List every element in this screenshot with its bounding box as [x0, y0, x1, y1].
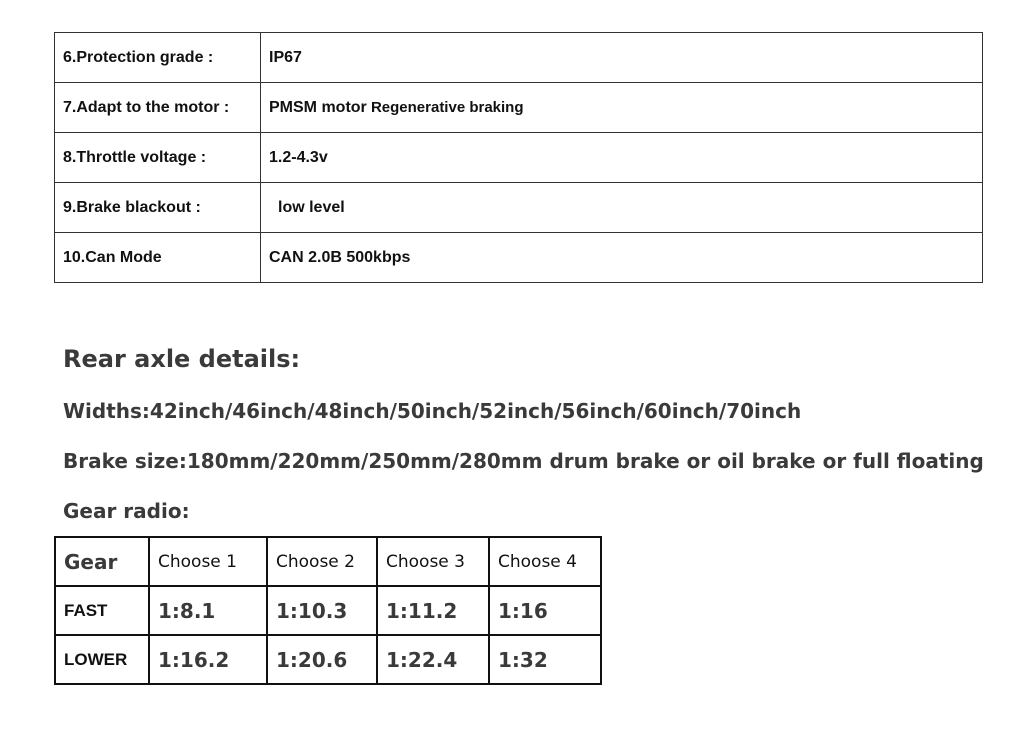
gear-row-label: FAST: [55, 586, 149, 635]
spec-label: 9.Brake blackout :: [55, 183, 261, 233]
spec-value: [261, 133, 983, 183]
spec-row-brake-blackout: [55, 183, 983, 233]
choose-header-cell: Choose 4: [489, 537, 601, 586]
spec-value-text: 1.2-4.3v: [269, 148, 328, 166]
choose-header-cell: Choose 2: [267, 537, 377, 586]
brake-size-line: Brake size:180mm/220mm/250mm/280mm drum brake or oil brake or full floating: [63, 449, 984, 473]
spec-label: 10.Can Mode: [55, 233, 261, 283]
gear-ratio-cell: 1:10.3: [267, 586, 377, 635]
gear-radio-heading: Gear radio:: [63, 499, 190, 523]
spec-row-motor: [55, 83, 983, 133]
gear-ratio-cell: 1:20.6: [267, 635, 377, 684]
spec-label: 8.Throttle voltage :: [55, 133, 261, 183]
spec-row-throttle-voltage: [55, 133, 983, 183]
gear-table-row-fast: [55, 586, 601, 635]
spec-value-text: low level: [278, 198, 345, 216]
gear-ratio-cell: 1:16.2: [149, 635, 267, 684]
spec-table: [54, 32, 983, 283]
widths-line: Widths:42inch/46inch/48inch/50inch/52inch/56inch/60inch/70inch: [63, 399, 802, 423]
gear-ratio-cell: 1:11.2: [377, 586, 489, 635]
gear-ratio-cell: 1:8.1: [149, 586, 267, 635]
spec-row-can-mode: [55, 233, 983, 283]
rear-axle-title: Rear axle details:: [63, 345, 301, 373]
spec-value: [261, 33, 983, 83]
spec-label: 7.Adapt to the motor :: [55, 83, 261, 133]
spec-value: [261, 83, 983, 133]
choose-header-cell: Choose 3: [377, 537, 489, 586]
spec-value-extra: Regenerative braking: [366, 98, 524, 116]
spec-value: [261, 233, 983, 283]
gear-ratio-cell: 1:22.4: [377, 635, 489, 684]
gear-table-row-lower: [55, 635, 601, 684]
spec-label: 6.Protection grade :: [55, 33, 261, 83]
gear-header-cell: Gear: [55, 537, 149, 586]
gear-ratio-table: [54, 536, 602, 685]
spec-row-protection-grade: [55, 33, 983, 83]
spec-value-text: PMSM motor: [269, 98, 367, 116]
gear-row-label: LOWER: [55, 635, 149, 684]
spec-value-text: IP67: [269, 48, 302, 66]
gear-ratio-cell: 1:32: [489, 635, 601, 684]
gear-table-header-row: [55, 537, 601, 586]
spec-value: [261, 183, 983, 233]
gear-ratio-cell: 1:16: [489, 586, 601, 635]
spec-value-text: CAN 2.0B 500kbps: [269, 248, 411, 266]
choose-header-cell: Choose 1: [149, 537, 267, 586]
